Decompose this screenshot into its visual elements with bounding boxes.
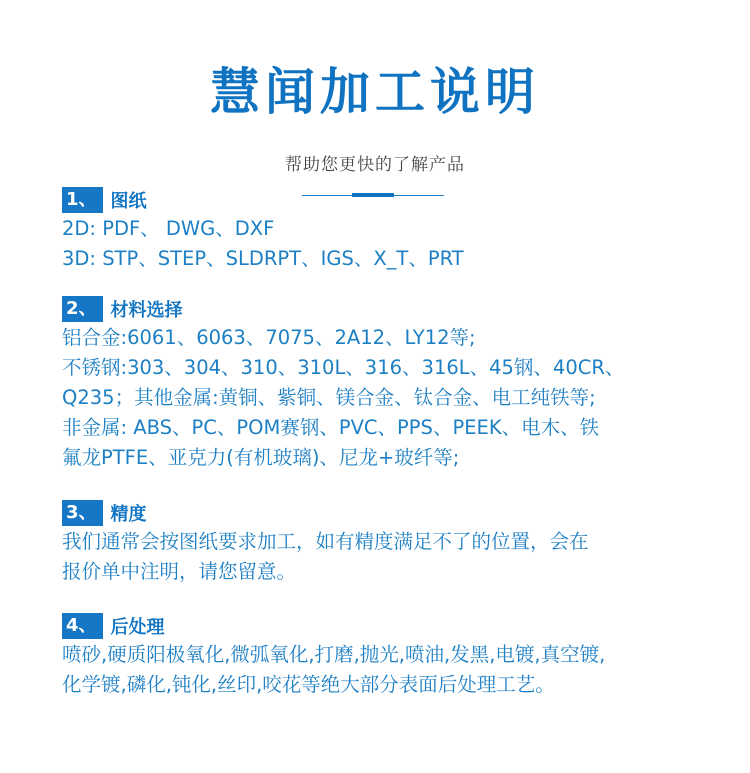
section-line: 化学镀,磷化,钝化,丝印,咬花等绝大部分表面后处理工艺。 (62, 673, 555, 696)
section-line: 喷砂,硬质阳极氧化,微弧氧化,打磨,抛光,喷油,发黑,电镀,真空镀, (62, 643, 606, 666)
section-line: 铝合金:6061、6063、7075、2A12、LY12等; (62, 326, 476, 349)
section-number-badge: 2、 (62, 296, 103, 322)
section-line: 2D: PDF、 DWG、DXF (62, 217, 275, 240)
section-line: 不锈钢:303、304、310、310L、316、316L、45钢、40CR、 (62, 356, 625, 379)
section-line: 氟龙PTFE、亚克力(有机玻璃)、尼龙+玻纤等; (62, 446, 460, 469)
section-header (62, 612, 605, 640)
section-title: 材料选择 (110, 300, 183, 321)
section-line: 我们通常会按图纸要求加工，如有精度满足不了的位置，会在 (62, 530, 589, 553)
section-header (62, 186, 464, 214)
section-line: 报价单中注明，请您留意。 (62, 560, 297, 583)
page-title: 慧闻加工说明 (210, 63, 540, 121)
section-header (62, 499, 589, 527)
section-line: 3D: STP、STEP、SLDRPT、IGS、X_T、PRT (62, 247, 464, 270)
section-materials (62, 295, 624, 473)
section-header (62, 295, 624, 323)
section-line: Q235；其他金属:黄铜、紫铜、镁合金、钛合金、电工纯铁等; (62, 386, 596, 409)
section-drawings (62, 186, 464, 274)
section-number-badge: 3、 (62, 500, 103, 526)
section-precision (62, 499, 589, 587)
section-number-badge: 4、 (62, 613, 103, 639)
section-post-processing (62, 612, 605, 700)
section-title: 后处理 (110, 617, 165, 638)
section-number-badge: 1、 (62, 187, 103, 213)
section-title: 图纸 (110, 191, 147, 212)
page-subtitle: 帮助您更快的了解产品 (285, 155, 465, 175)
section-line: 非金属: ABS、PC、POM赛钢、PVC、PPS、PEEK、电木、铁 (62, 416, 600, 439)
section-title: 精度 (110, 504, 147, 525)
